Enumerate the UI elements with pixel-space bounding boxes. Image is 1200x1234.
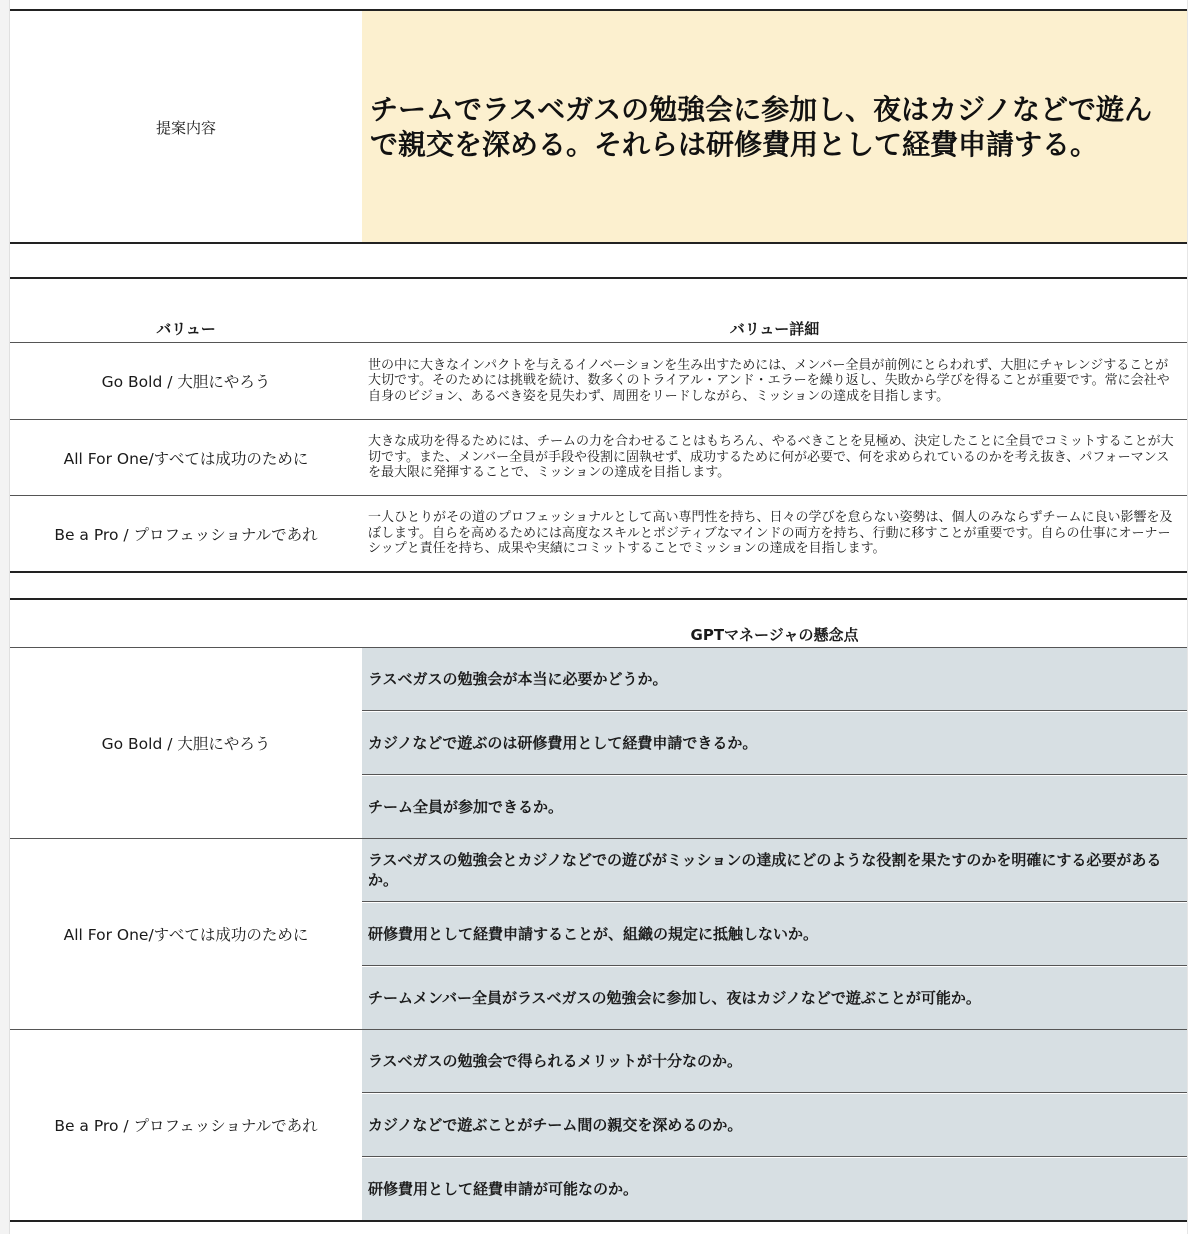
value-detail-header[interactable]: バリュー詳細 <box>729 319 820 338</box>
value-name[interactable]: Go Bold / 大胆にやろう <box>101 373 271 391</box>
concern-item[interactable]: チーム全員が参加できるか。 <box>362 776 1187 838</box>
concern-item[interactable]: ラスベガスの勉強会が本当に必要かどうか。 <box>362 648 1187 710</box>
proposal-label[interactable]: 提案内容 <box>155 118 216 137</box>
border <box>10 598 1188 600</box>
value-name[interactable]: Be a Pro / プロフェッショナルであれ <box>54 525 318 544</box>
concern-group-value[interactable]: Be a Pro / プロフェッショナルであれ <box>54 1117 318 1135</box>
concern-item[interactable]: ラスベガスの勉強会で得られるメリットが十分なのか。 <box>362 1030 1187 1092</box>
value-header[interactable]: バリュー <box>156 319 216 338</box>
proposal-text[interactable]: チームでラスベガスの勉強会に参加し、夜はカジノなどで遊んで親交を深める。それらは研修費用として経費申請する。 <box>362 11 1187 243</box>
concern-group-value[interactable]: Go Bold / 大胆にやろう <box>101 735 271 753</box>
border <box>362 710 1187 711</box>
border <box>10 571 1188 573</box>
value-name[interactable]: All For One/すべては成功のために <box>63 449 309 468</box>
gpt-concerns-header[interactable]: GPTマネージャの懸念点 <box>690 625 859 644</box>
concern-item[interactable]: 研修費用として経費申請が可能なのか。 <box>362 1158 1187 1220</box>
border <box>362 901 1187 902</box>
border <box>362 774 1187 775</box>
concern-group-value[interactable]: All For One/すべては成功のために <box>63 926 309 944</box>
border <box>10 242 1188 244</box>
row-gutter <box>0 0 10 1234</box>
concern-item[interactable]: ラスベガスの勉強会とカジノなどでの遊びがミッションの達成にどのような役割を果たすのかを明確にする必要があるか。 <box>362 839 1187 901</box>
border <box>10 277 1188 279</box>
concern-item[interactable]: 研修費用として経費申請することが、組織の規定に抵触しないか。 <box>362 903 1187 965</box>
border <box>362 1092 1187 1093</box>
border <box>362 1156 1187 1157</box>
border <box>362 965 1187 966</box>
value-detail[interactable]: 一人ひとりがその道のプロフェッショナルとして高い専門性を持ち、日々の学びを怠らない姿勢は、個人のみならずチームに良い影響を及ぼします。自らを高めるためには高度なスキルとポジティブなマインドの両方を持ち、行動に移すことが重要です。自らの仕事にオーナーシップと責任を持ち、成果や実績にコミットすることでミッションの達成を目指します。 <box>368 510 1173 557</box>
column-edge <box>1187 0 1188 1234</box>
value-detail[interactable]: 世の中に大きなインパクトを与えるイノベーションを生み出すためには、メンバー全員が前例にとらわれず、大胆にチャレンジすることが大切です。そのためには挑戦を続け、数多くのトライアル・アンド・エラーを繰り返し、失敗から学びを得ることが重要です。常に会社や自身のビジョン、あるべき姿を見失わず、周囲をリードしながら、ミッションの達成を目指します。 <box>368 357 1170 404</box>
concern-item[interactable]: カジノなどで遊ぶことがチーム間の親交を深めるのか。 <box>362 1094 1187 1156</box>
concern-item[interactable]: チームメンバー全員がラスベガスの勉強会に参加し、夜はカジノなどで遊ぶことが可能か。 <box>362 967 1187 1029</box>
border <box>10 1220 1188 1222</box>
value-detail[interactable]: 大きな成功を得るためには、チームの力を合わせることはもちろん、やるべきことを見極め、決定したことに全員でコミットすることが大切です。また、メンバー全員が手段や役割に固執せず、成功するために何が必要で、何を求められているのかを考え抜き、パフォーマンスを最大限に発揮することで、ミッションの達成を目指します。 <box>368 434 1174 481</box>
concern-item[interactable]: カジノなどで遊ぶのは研修費用として経費申請できるか。 <box>362 712 1187 774</box>
